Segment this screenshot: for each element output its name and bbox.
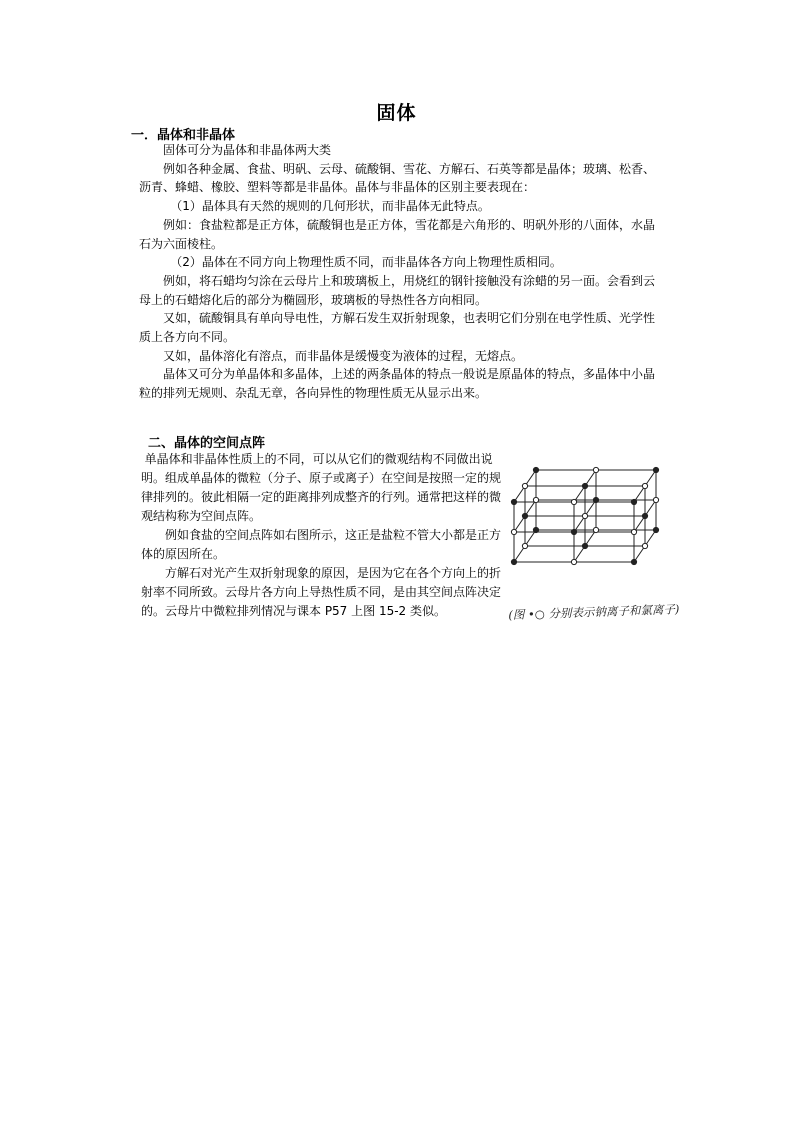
paragraph: 方解石对光产生双折射现象的原因，是因为它在各个方向上的折射率不同所致。云母片各方向上导热性质不同，是由其空间点阵决定的。云母片中微粒排列情况与课本 P57 上图 15-2 类似。 bbox=[141, 566, 502, 618]
section2-body bbox=[141, 450, 507, 621]
paragraph: 例如：食盐粒都是正方体，硫酸铜也是正方体，雪花都是六角形的、明矾外形的八面体，水晶石为六面棱柱。 bbox=[139, 217, 656, 251]
paragraph: （2）晶体在不同方向上物理性质不同，而非晶体各方向上物理性质相同。 bbox=[170, 255, 562, 270]
section1-heading: 一．晶体和非晶体 bbox=[131, 128, 236, 143]
paragraph: 晶体又可分为单晶体和多晶体，上述的两条晶体的特点一般说是原晶体的特点，多晶体中小晶粒的排列无规则、杂乱无章，各向异性的物理性质无从显示出来。 bbox=[139, 367, 656, 401]
paragraph: （1）晶体具有天然的规则的几何形状，而非晶体无此特点。 bbox=[170, 199, 490, 214]
paragraph: 例如各种金属、食盐、明矾、云母、硫酸铜、雪花、方解石、石英等都是晶体；玻璃、松香、沥青、蜂蜡、橡胶、塑料等都是非晶体。晶体与非晶体的区别主要表现在： bbox=[139, 161, 656, 195]
paragraph: 又如，硫酸铜具有单向导电性，方解石发生双折射现象，也表明它们分别在电学性质、光学性质上各方向不同。 bbox=[139, 311, 656, 345]
paragraph: 固体可分为晶体和非晶体两大类 bbox=[163, 143, 332, 157]
page-title: 固体 bbox=[376, 102, 417, 124]
paragraph: 例如食盐的空间点阵如右图所示，这正是盐粒不管大小都是正方体的原因所在。 bbox=[141, 528, 502, 561]
section2-heading: 二、晶体的空间点阵 bbox=[148, 436, 266, 451]
nacl-lattice-icon bbox=[506, 462, 676, 654]
paragraph: 单晶体和非晶体性质上的不同，可以从它们的微观结构不同做出说明。组成单晶体的微粒（分子、原子或离子）在空间是按照一定的规律排列的。彼此相隔一定的距离排列成整齐的行列。通常把这样的微观结构称为空间点阵。 bbox=[141, 452, 502, 523]
section1-body bbox=[139, 141, 659, 403]
figure-caption: (图 •○ 分别表示钠离子和氯离子) bbox=[508, 602, 680, 622]
paragraph: 又如，晶体溶化有溶点，而非晶体是缓慢变为液体的过程，无熔点。 bbox=[163, 348, 524, 363]
paragraph: 例如，将石蜡均匀涂在云母片上和玻璃板上，用烧红的钢针接触没有涂蜡的另一面。会看到云母上的石蜡熔化后的部分为椭圆形，玻璃板的导热性各方向相同。 bbox=[139, 273, 656, 307]
